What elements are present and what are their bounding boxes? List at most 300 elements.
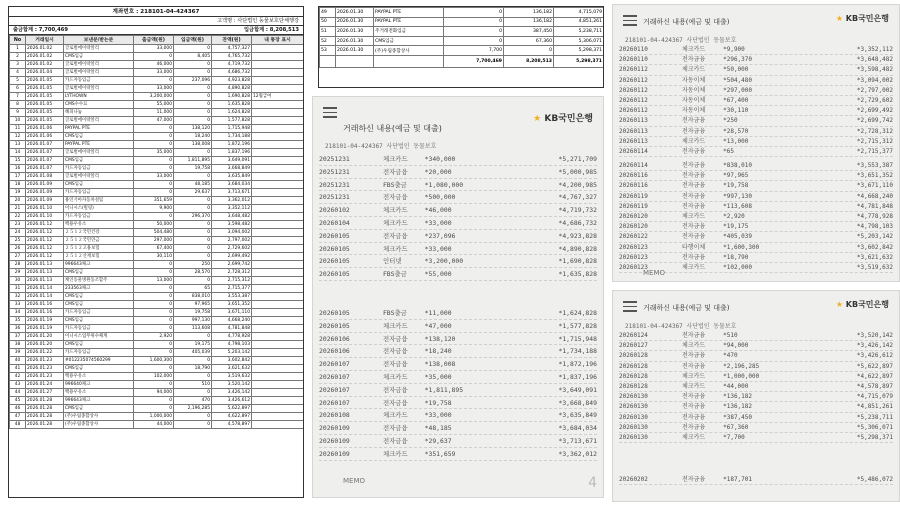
passbook-field: 20260107 xyxy=(319,385,350,394)
passbook-field: 20260107 xyxy=(319,398,350,407)
table-cell: 32 xyxy=(10,293,26,301)
table-cell: 3,648,482 xyxy=(212,213,252,221)
table-row xyxy=(10,333,304,341)
passbook-field: 전자금융 xyxy=(682,393,706,401)
table-cell: 29 xyxy=(10,269,26,277)
table-row xyxy=(10,45,304,53)
table-cell xyxy=(252,69,304,77)
passbook-field: 20260114 xyxy=(619,147,648,155)
table-cell: 30,110 xyxy=(134,253,174,261)
table-cell: CMS입금 xyxy=(64,317,134,325)
table-cell: 4,781,848 xyxy=(212,325,252,333)
passbook-field: *5,306,071 xyxy=(856,423,893,431)
menu-icon xyxy=(323,107,337,121)
table-cell: 4,715,079 xyxy=(554,8,604,18)
table-cell: 3,519,632 xyxy=(212,373,252,381)
table-cell: 8 xyxy=(10,101,26,109)
passbook-field: 체크카드 xyxy=(382,206,408,215)
table-cell xyxy=(252,373,304,381)
table-cell: CMS입금 xyxy=(64,269,134,277)
table-cell: 2026.01.06 xyxy=(26,125,64,133)
passbook-field: 체크카드 xyxy=(382,218,408,227)
table-cell: 12 xyxy=(10,133,26,141)
table-cell: 글로벌에이락알리 xyxy=(64,149,134,157)
table-cell: 2026.01.13 xyxy=(26,261,64,269)
table-cell: 0 xyxy=(134,301,174,309)
table-cell: 3 xyxy=(10,61,26,69)
table-cell: 0 xyxy=(134,293,174,301)
table-cell: 40 xyxy=(10,357,26,365)
passbook-field: 20260112 xyxy=(619,96,648,104)
table-cell: 35,000 xyxy=(134,149,174,157)
passbook-field: *47,000 xyxy=(424,321,452,330)
passbook-rows xyxy=(619,45,893,157)
table-cell: 27 xyxy=(10,253,26,261)
table-row xyxy=(10,293,304,301)
table-cell: 3,598,482 xyxy=(212,221,252,229)
table-cell: 0 xyxy=(174,197,212,205)
passbook-field: *2,196,285 xyxy=(723,362,760,370)
table-cell: 0 xyxy=(174,357,212,365)
table-cell: 43 xyxy=(10,381,26,389)
table-cell: 18,790 xyxy=(174,365,212,373)
passbook-field: 전자금융 xyxy=(382,385,408,394)
table-cell: 0 xyxy=(134,269,174,277)
table-cell: 55,000 xyxy=(134,101,174,109)
table-cell: 2,797,002 xyxy=(212,237,252,245)
table-row xyxy=(10,85,304,93)
table-cell: 387,450 xyxy=(504,27,554,37)
passbook-rows-lower xyxy=(619,161,893,273)
passbook-rows-lower xyxy=(319,307,597,461)
table-cell: 33,000 xyxy=(134,173,174,181)
passbook-field: 전자금융 xyxy=(682,182,706,190)
passbook-field: *4,781,848 xyxy=(856,202,893,210)
table-cell: 50 xyxy=(320,17,336,27)
table-cell: 17 xyxy=(10,173,26,181)
table-cell xyxy=(252,205,304,213)
passbook-field: 체크카드 xyxy=(682,46,706,53)
passbook-entry xyxy=(319,435,597,448)
table-cell: 3,426,142 xyxy=(212,389,252,397)
table-cell: 52 xyxy=(320,36,336,46)
passbook-field: *3,651,352 xyxy=(856,172,893,180)
table-cell: 35 xyxy=(10,317,26,325)
table-row xyxy=(10,277,304,285)
table-cell: 2,699,742 xyxy=(212,261,252,269)
passbook-field: *67,400 xyxy=(723,96,749,104)
table-row xyxy=(10,117,304,125)
passbook-field: 20260110 xyxy=(619,56,648,64)
totals-bar xyxy=(9,26,303,35)
kb-star-icon: ★ xyxy=(835,300,843,309)
table-cell: 3,713,671 xyxy=(212,189,252,197)
passbook-entry xyxy=(319,384,597,397)
table-cell: 2026.01.16 xyxy=(26,309,64,317)
table-row xyxy=(10,245,304,253)
table-row xyxy=(10,189,304,197)
passbook-field: 전자금융 xyxy=(382,334,408,343)
passbook-field: *250 xyxy=(723,117,738,125)
passbook-field: 20251231 xyxy=(319,193,350,202)
totals-row xyxy=(320,55,604,67)
passbook-field: *3,200,000 xyxy=(424,257,464,266)
passbook-entry xyxy=(619,212,893,222)
table-cell: 0 xyxy=(174,221,212,229)
passbook-field: *33,000 xyxy=(424,244,452,253)
passbook-field: *1,624,828 xyxy=(558,309,597,317)
transaction-ledger xyxy=(8,6,304,498)
table-cell: 36 xyxy=(10,325,26,333)
passbook-field: 20260105 xyxy=(319,257,350,266)
passbook-entry xyxy=(319,448,597,461)
passbook-field: *3,713,671 xyxy=(558,436,597,445)
table-cell xyxy=(252,133,304,141)
table-cell: 0 xyxy=(444,36,504,46)
table-cell: 1,837,196 xyxy=(212,149,252,157)
table-cell: 19,758 xyxy=(174,165,212,173)
table-cell: 510 xyxy=(174,381,212,389)
passbook-field: *3,648,482 xyxy=(856,56,893,64)
passbook-field: FBS출금 xyxy=(382,180,407,189)
table-cell: 2026.01.23 xyxy=(26,365,64,373)
passbook-field: *296,370 xyxy=(723,56,753,64)
passbook-field: 전자금융 xyxy=(682,172,706,180)
passbook-entry xyxy=(319,422,597,435)
table-cell: CMS입금 xyxy=(64,341,134,349)
passbook-field: *4,622,897 xyxy=(856,372,893,380)
passbook-field: *2,728,312 xyxy=(856,127,893,135)
table-cell: 2026.01.23 xyxy=(26,357,64,365)
table-cell: CMS입금 xyxy=(64,133,134,141)
table-cell xyxy=(252,349,304,357)
passbook-field: *1,715,948 xyxy=(558,334,597,343)
passbook-field: *28,570 xyxy=(723,127,749,135)
passbook-field: 전자금융 xyxy=(682,362,706,370)
passbook-field: 전자금융 xyxy=(682,233,706,241)
table-cell: 5,238,711 xyxy=(554,27,604,37)
table-cell: 1,734,188 xyxy=(212,133,252,141)
table-cell: 이니시스(빌링) xyxy=(64,205,134,213)
passbook-field: 20260123 xyxy=(619,263,648,271)
passbook-entry xyxy=(319,166,597,179)
passbook-field: *4,200,985 xyxy=(558,180,597,189)
table-cell: 2026.01.09 xyxy=(26,189,64,197)
passbook-field: *67,360 xyxy=(723,423,749,431)
passbook-field: *33,000 xyxy=(424,411,452,420)
table-cell xyxy=(252,277,304,285)
passbook-field: 인터넷 xyxy=(382,257,402,266)
passbook-entry xyxy=(619,413,893,423)
passbook-field: 자동이체 xyxy=(682,107,706,115)
passbook-entry xyxy=(619,55,893,65)
passbook-field: *3,094,002 xyxy=(856,76,893,84)
passbook-entry xyxy=(319,409,597,422)
table-cell: 0 xyxy=(174,117,212,125)
table-row xyxy=(10,133,304,141)
table-cell: CMS입금 xyxy=(64,365,134,373)
table-cell: 138,120 xyxy=(174,125,212,133)
table-cell: 3,668,849 xyxy=(212,165,252,173)
table-cell: 카드자동입금 xyxy=(64,77,134,85)
passbook-field: *19,758 xyxy=(723,182,749,190)
table-cell: 2026.01.27 xyxy=(26,389,64,397)
table-cell: 0 xyxy=(174,109,212,117)
table-cell: 2026.01.09 xyxy=(26,197,64,205)
passbook-field: *5,000,985 xyxy=(558,167,597,176)
total-cell xyxy=(336,55,374,67)
menu-icon xyxy=(623,15,637,29)
table-cell: 0 xyxy=(174,253,212,261)
table-cell: (주)우림종합상사 xyxy=(64,421,134,429)
passbook-field: *5,203,142 xyxy=(856,233,893,241)
passbook-field: 자동이체 xyxy=(682,76,706,84)
table-cell: 주거래전화입금 xyxy=(374,27,444,37)
passbook-entry xyxy=(619,341,893,351)
table-cell: 2026.01.16 xyxy=(26,301,64,309)
passbook-field: 20260105 xyxy=(319,244,350,253)
table-cell: 0 xyxy=(134,181,174,189)
table-cell: 4 xyxy=(10,69,26,77)
passbook-field: 20260105 xyxy=(319,309,350,317)
passbook-field: *2,920 xyxy=(723,212,745,220)
passbook-field: *5,238,711 xyxy=(856,413,893,421)
table-cell: 카드자동입금 xyxy=(64,189,134,197)
passbook-field: *3,426,142 xyxy=(856,342,893,350)
table-cell: 0 xyxy=(174,373,212,381)
table-cell: CMS입금 xyxy=(64,181,134,189)
table-cell: 2026.01.14 xyxy=(26,285,64,293)
table-cell xyxy=(252,229,304,237)
passbook-field: *510 xyxy=(723,332,738,339)
table-cell: 2026.01.30 xyxy=(336,46,374,56)
table-cell: PAYPAL PTE xyxy=(374,8,444,18)
table-cell: 2026.01.07 xyxy=(26,165,64,173)
table-cell xyxy=(252,45,304,53)
table-cell: 카드자동입금 xyxy=(64,349,134,357)
table-cell: 2026.01.22 xyxy=(26,349,64,357)
passbook-field: *3,519,632 xyxy=(856,263,893,271)
passbook-field: 전자금융 xyxy=(682,202,706,210)
passbook-field: *20,000 xyxy=(424,167,452,176)
passbook-field: *5,298,371 xyxy=(856,433,893,441)
memo-label: MEMO xyxy=(343,477,366,485)
passbook-field: 20260107 xyxy=(319,360,350,369)
passbook-field: *3,602,842 xyxy=(856,243,893,251)
table-cell: 2026.01.30 xyxy=(336,27,374,37)
table-cell: 2026.01.04 xyxy=(26,69,64,77)
table-cell: 18,240 xyxy=(174,133,212,141)
passbook-photo-3 xyxy=(612,290,900,502)
table-cell: 10 xyxy=(10,117,26,125)
page-number: 4 xyxy=(588,475,597,491)
table-cell xyxy=(252,333,304,341)
table-cell: 67,360 xyxy=(504,36,554,46)
passbook-field: *4,923,828 xyxy=(558,231,597,240)
table-cell: 백용우유소 xyxy=(64,373,134,381)
table-cell: 2026.01.28 xyxy=(26,421,64,429)
table-cell: 글로벌에이락알리 xyxy=(64,173,134,181)
ledger-continuation xyxy=(318,6,604,88)
passbook-rows-lower xyxy=(619,475,893,485)
table-cell xyxy=(252,125,304,133)
table-cell: 2026.01.13 xyxy=(26,269,64,277)
table-cell: 0 xyxy=(134,381,174,389)
table-cell: 19,175 xyxy=(174,341,212,349)
passbook-field: 20260105 xyxy=(319,270,350,279)
passbook-field: 전자금융 xyxy=(682,127,706,135)
passbook-entry xyxy=(319,255,597,268)
table-cell: 2026.01.24 xyxy=(26,381,64,389)
passbook-field: 20260128 xyxy=(619,382,648,390)
table-cell xyxy=(252,317,304,325)
table-cell: 38 xyxy=(10,341,26,349)
table-cell: 0 xyxy=(134,53,174,61)
table-cell: 0 xyxy=(174,421,212,429)
table-row xyxy=(10,157,304,165)
passbook-field: 20260128 xyxy=(619,362,648,370)
table-cell: ２５１２국민연금 xyxy=(64,237,134,245)
table-cell: 7 xyxy=(10,93,26,101)
table-cell: 996640채크 xyxy=(64,381,134,389)
passbook-field: *237,096 xyxy=(424,231,456,240)
ledger-continuation-table xyxy=(319,7,604,68)
table-cell: (주)우림종합상사 xyxy=(374,46,444,56)
table-cell: 41 xyxy=(10,365,26,373)
table-row xyxy=(10,221,304,229)
passbook-field: 20260130 xyxy=(619,413,648,421)
passbook-field: *44,000 xyxy=(723,382,749,390)
passbook-field: 체크카드 xyxy=(382,244,408,253)
table-cell: 28,570 xyxy=(174,269,212,277)
passbook-field: 20260130 xyxy=(619,423,648,431)
table-cell: 2026.01.28 xyxy=(26,405,64,413)
table-row xyxy=(10,397,304,405)
passbook-field: 전자금융 xyxy=(382,436,408,445)
passbook-photo-2 xyxy=(612,4,900,282)
table-cell: 15 xyxy=(10,157,26,165)
kb-star-icon: ★ xyxy=(533,114,542,124)
table-row xyxy=(10,253,304,261)
passbook-entry xyxy=(619,76,893,86)
deposit-total: 입금합계 : 8,208,513 xyxy=(244,27,299,33)
table-cell: ２５１２고용보험 xyxy=(64,245,134,253)
table-cell: 0 xyxy=(134,365,174,373)
table-cell: 48,185 xyxy=(174,181,212,189)
table-cell: 2026.01.07 xyxy=(26,157,64,165)
table-cell: 0 xyxy=(134,213,174,221)
table-row xyxy=(10,365,304,373)
table-row xyxy=(10,357,304,365)
table-cell: 7,700 xyxy=(444,46,504,56)
passbook-field: 전자금융 xyxy=(682,403,706,411)
passbook-entry xyxy=(619,96,893,106)
table-cell: 글로벌에이락알리 xyxy=(64,45,134,53)
table-cell: 1,811,895 xyxy=(174,157,212,165)
table-row xyxy=(10,349,304,357)
table-cell: 997,130 xyxy=(174,317,212,325)
table-cell: 838,010 xyxy=(174,293,212,301)
table-cell xyxy=(252,413,304,421)
passbook-field: *340,000 xyxy=(424,155,456,163)
table-cell: 2,728,312 xyxy=(212,269,252,277)
passbook-entry xyxy=(619,243,893,253)
table-cell: 39 xyxy=(10,349,26,357)
table-cell: 4,719,732 xyxy=(212,61,252,69)
passbook-field: 20260113 xyxy=(619,117,648,125)
table-row xyxy=(10,285,304,293)
passbook-field: 20260109 xyxy=(319,424,350,433)
ledger-table xyxy=(9,35,304,429)
table-cell: 136,182 xyxy=(504,17,554,27)
table-cell: 65 xyxy=(174,285,212,293)
table-row xyxy=(10,77,304,85)
passbook-field: 체크카드 xyxy=(682,342,706,350)
table-cell: 글로벌에이락알리 xyxy=(64,85,134,93)
table-cell: 3,684,034 xyxy=(212,181,252,189)
table-cell: 2,920 xyxy=(134,333,174,341)
passbook-field: FBS출금 xyxy=(382,309,407,317)
table-cell: 2026.01.13 xyxy=(26,277,64,285)
passbook-field: 전자금융 xyxy=(682,423,706,431)
table-cell: 2026.01.09 xyxy=(26,181,64,189)
passbook-field: *3,598,482 xyxy=(856,66,893,74)
table-cell: 3,553,387 xyxy=(212,293,252,301)
table-cell: 0 xyxy=(134,189,174,197)
passbook-field: *136,182 xyxy=(723,403,753,411)
table-cell xyxy=(252,117,304,125)
table-cell: 19,758 xyxy=(174,309,212,317)
passbook-field: *138,008 xyxy=(424,360,456,369)
passbook-field: *1,600,300 xyxy=(723,243,760,251)
table-row xyxy=(10,261,304,269)
table-cell: 6 xyxy=(10,85,26,93)
passbook-field: FBS출금 xyxy=(382,270,407,279)
table-cell: 26 xyxy=(10,245,26,253)
table-cell: 3,602,842 xyxy=(212,357,252,365)
table-cell: 3,649,091 xyxy=(212,157,252,165)
passbook-field: *2,797,002 xyxy=(856,86,893,94)
table-row xyxy=(10,109,304,117)
table-cell xyxy=(252,389,304,397)
passbook-field: *5,486,072 xyxy=(856,476,893,483)
passbook-field: *3,621,632 xyxy=(856,253,893,261)
account-subline: 218101-04-424367 사단법인 동물보호 xyxy=(625,37,737,44)
passbook-field: *1,577,828 xyxy=(558,321,597,330)
passbook-field: 체크카드 xyxy=(682,433,706,441)
table-cell: 97,965 xyxy=(174,301,212,309)
table-cell: 11,000 xyxy=(134,109,174,117)
table-cell: 2026.01.07 xyxy=(26,141,64,149)
table-cell: PAYPAL PTE xyxy=(64,141,134,149)
passbook-field: 20260116 xyxy=(619,182,648,190)
passbook-title: 거래하신 내용(예금 및 대출) xyxy=(343,124,442,133)
passbook-field: 전자금융 xyxy=(682,192,706,200)
table-cell: 2026.01.05 xyxy=(26,93,64,101)
table-cell: 237,096 xyxy=(174,77,212,85)
passbook-field: *13,000 xyxy=(723,137,749,145)
passbook-field: 전자금융 xyxy=(682,147,706,155)
table-cell: 20 xyxy=(10,197,26,205)
table-cell: 470 xyxy=(174,397,212,405)
passbook-field: 20260109 xyxy=(319,449,350,458)
passbook-field: *4,668,240 xyxy=(856,192,893,200)
table-cell: 94,000 xyxy=(134,389,174,397)
passbook-field: 20251231 xyxy=(319,180,350,189)
passbook-field: *94,000 xyxy=(723,342,749,350)
table-cell: 0 xyxy=(174,69,212,77)
table-row xyxy=(10,61,304,69)
